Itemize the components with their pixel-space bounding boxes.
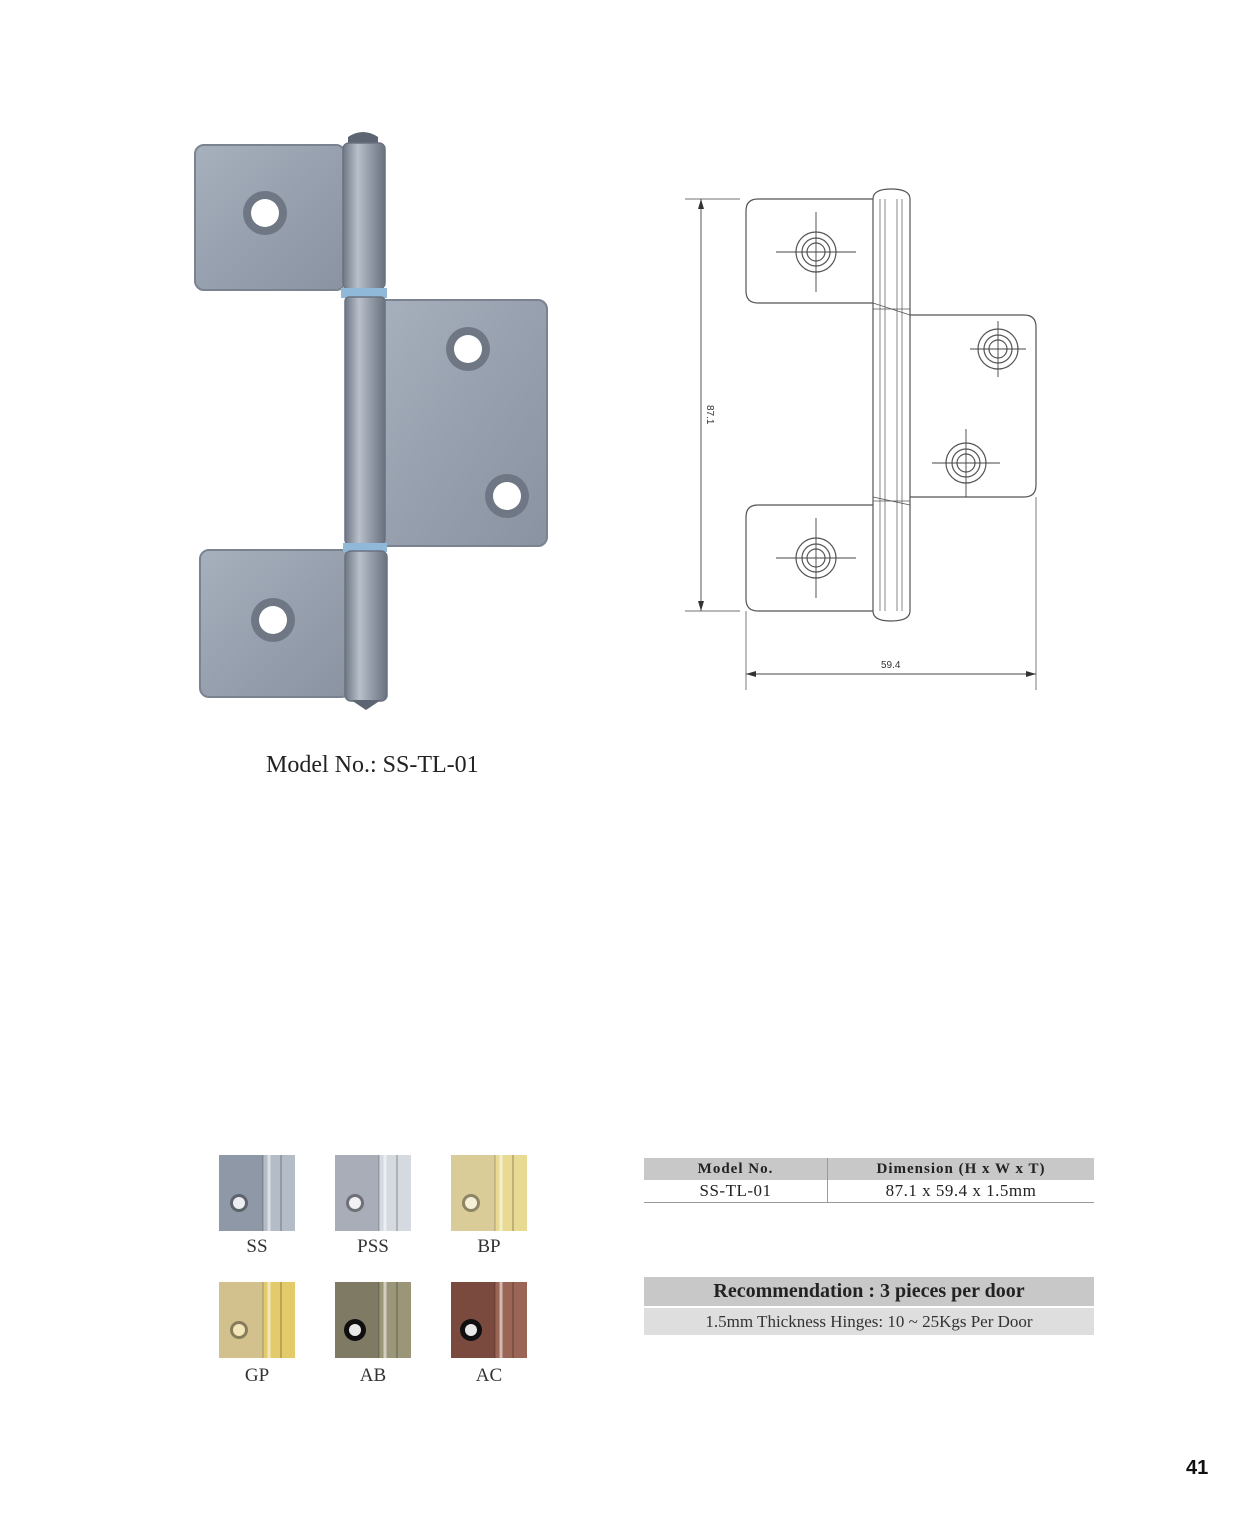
spec-table-header-row [644,1158,1094,1180]
finish-swatch-ab [335,1282,411,1358]
table-row [644,1180,1094,1203]
finish-swatch-gp [219,1282,295,1358]
finish-swatch-bp [451,1155,527,1231]
recommendation-title: Recommendation : 3 pieces per door [644,1277,1094,1306]
cell-dimension: 87.1 x 59.4 x 1.5mm [828,1180,1095,1203]
finish-swatch-ac [451,1282,527,1358]
header-dimension: Dimension (H x W x T) [828,1158,1095,1180]
finish-label-ab: AB [359,1365,387,1386]
finish-label-gp: GP [244,1365,270,1386]
hinge-photo [185,125,565,715]
recommendation-detail: 1.5mm Thickness Hinges: 10 ~ 25Kgs Per Door [644,1308,1094,1335]
finish-swatch-ss [219,1155,295,1231]
technical-drawing [680,185,1050,695]
height-dimension-label: 87.1 [704,405,715,425]
cell-model-no: SS-TL-01 [644,1180,828,1203]
finish-label-bp: BP [477,1236,501,1257]
finish-label-ss: SS [246,1236,268,1257]
finish-label-pss: PSS [357,1236,389,1257]
recommendation-box [644,1277,1094,1335]
finish-label-ac: AC [475,1365,503,1386]
width-dimension-label: 59.4 [881,660,901,671]
header-model-no: Model No. [644,1158,828,1180]
finish-swatch-pss [335,1155,411,1231]
page-number: 41 [1186,1457,1209,1479]
model-caption: Model No.: SS-TL-01 [266,752,479,778]
spec-table [644,1158,1094,1203]
